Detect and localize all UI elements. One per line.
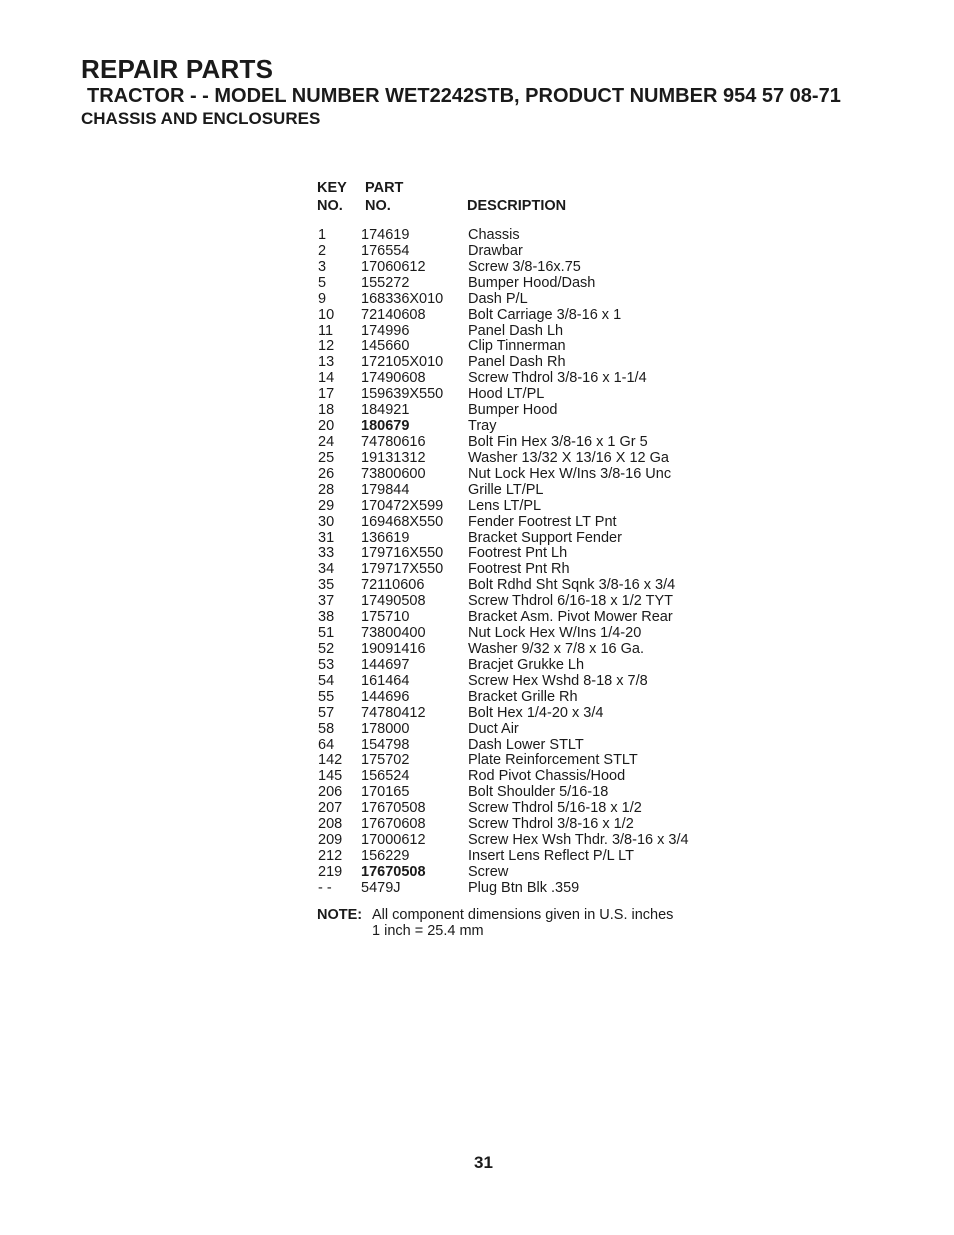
part-no: 74780616 xyxy=(361,433,426,450)
page-title: REPAIR PARTS xyxy=(81,54,274,84)
part-no: 155272 xyxy=(361,274,410,291)
part-no: 17670508 xyxy=(361,863,426,880)
part-no: 161464 xyxy=(361,672,410,689)
part-no: 17490508 xyxy=(361,593,426,610)
key-no: 30 xyxy=(318,513,335,530)
part-description: Tray xyxy=(468,418,497,435)
part-description: Screw Thdrol 3/8-16 x 1-1/4 xyxy=(468,370,647,387)
key-no: 3 xyxy=(318,258,327,275)
key-no: 24 xyxy=(318,433,335,450)
key-no: 14 xyxy=(318,370,335,387)
part-description: Screw Hex Wshd 8-18 x 7/8 xyxy=(468,672,648,689)
header-part-line2: NO. xyxy=(365,198,391,214)
note-label: NOTE: xyxy=(317,907,363,923)
part-description: Drawbar xyxy=(468,242,523,259)
part-no: 19131312 xyxy=(361,449,426,466)
part-description: Bolt Rdhd Sht Sqnk 3/8-16 x 3/4 xyxy=(468,577,676,594)
key-no: 12 xyxy=(318,338,335,355)
key-no: 34 xyxy=(318,561,335,578)
part-no: 72110606 xyxy=(361,577,425,594)
part-description: Bracket Support Fender xyxy=(468,529,622,546)
key-no: 2 xyxy=(318,242,327,259)
key-no: 11 xyxy=(318,322,334,339)
part-description: Fender Footrest LT Pnt xyxy=(468,513,617,530)
part-no: 144696 xyxy=(361,688,410,705)
part-no: 184921 xyxy=(361,402,410,419)
key-no: 212 xyxy=(318,847,343,864)
key-no: 13 xyxy=(318,354,335,371)
part-description: Screw Thdrol 6/16-18 x 1/2 TYT xyxy=(468,593,673,610)
note-line2: 1 inch = 25.4 mm xyxy=(372,923,484,939)
part-no: 17670508 xyxy=(361,800,426,817)
key-no: 142 xyxy=(318,752,343,769)
header-key-line1: KEY xyxy=(317,180,347,196)
part-description: Plug Btn Blk .359 xyxy=(468,879,580,896)
part-description: Bracjet Grukke Lh xyxy=(468,656,585,673)
part-no: 179844 xyxy=(361,481,410,498)
key-no: 5 xyxy=(318,274,327,291)
part-no: 136619 xyxy=(361,529,410,546)
key-no: 206 xyxy=(318,784,343,801)
part-description: Bolt Fin Hex 3/8-16 x 1 Gr 5 xyxy=(468,433,648,450)
header-part-line1: PART xyxy=(365,180,404,196)
part-no: 178000 xyxy=(361,720,410,737)
key-no: 25 xyxy=(318,449,335,466)
part-no: 72140608 xyxy=(361,306,426,323)
key-no: 20 xyxy=(318,418,335,435)
key-no: 53 xyxy=(318,656,335,673)
key-no: 28 xyxy=(318,481,335,498)
part-no: 174996 xyxy=(361,322,410,339)
part-description: Panel Dash Rh xyxy=(468,354,566,371)
part-description: Duct Air xyxy=(468,720,519,737)
key-no: 219 xyxy=(318,863,343,880)
key-no: 31 xyxy=(318,529,335,546)
key-no: 209 xyxy=(318,832,343,849)
page-number: 31 xyxy=(474,1153,493,1172)
part-no: 154798 xyxy=(361,736,410,753)
part-no: 159639X550 xyxy=(361,386,444,403)
part-description: Hood LT/PL xyxy=(468,386,545,403)
part-description: Bolt Carriage 3/8-16 x 1 xyxy=(468,306,622,323)
key-no: 1 xyxy=(318,227,327,243)
part-description: Dash Lower STLT xyxy=(468,736,584,753)
part-no: 156229 xyxy=(361,847,410,864)
key-no: 29 xyxy=(318,497,335,514)
part-no: 174619 xyxy=(361,227,410,243)
key-no: 54 xyxy=(318,672,335,689)
key-no: 18 xyxy=(318,402,335,419)
part-description: Insert Lens Reflect P/L LT xyxy=(468,847,635,864)
key-no: 52 xyxy=(318,640,335,657)
part-description: Screw xyxy=(468,863,509,880)
part-description: Bolt Hex 1/4-20 x 3/4 xyxy=(468,704,604,721)
part-description: Bumper Hood xyxy=(468,402,558,419)
part-description: Nut Lock Hex W/Ins 3/8-16 Unc xyxy=(468,465,672,482)
part-description: Washer 13/32 X 13/16 X 12 Ga xyxy=(468,449,669,466)
part-description: Bracket Asm. Pivot Mower Rear xyxy=(468,609,673,626)
part-description: Footrest Pnt Rh xyxy=(468,561,570,578)
key-no: - - xyxy=(318,879,332,896)
key-no: 208 xyxy=(318,816,343,833)
part-description: Clip Tinnerman xyxy=(468,338,566,355)
part-no: 170472X599 xyxy=(361,497,444,514)
part-description: Washer 9/32 x 7/8 x 16 Ga. xyxy=(468,640,644,657)
part-no: 144697 xyxy=(361,656,410,673)
key-no: 38 xyxy=(318,609,335,626)
part-no: 5479J xyxy=(361,879,401,896)
section-title: CHASSIS AND ENCLOSURES xyxy=(81,109,321,128)
key-no: 64 xyxy=(318,736,335,753)
part-description: Footrest Pnt Lh xyxy=(468,545,568,562)
part-description: Plate Reinforcement STLT xyxy=(468,752,638,769)
part-description: Grille LT/PL xyxy=(468,481,544,498)
part-description: Screw Thdrol 3/8-16 x 1/2 xyxy=(468,816,634,833)
key-no: 37 xyxy=(318,593,335,610)
part-no: 168336X010 xyxy=(361,290,444,307)
part-no: 176554 xyxy=(361,242,410,259)
part-no: 170165 xyxy=(361,784,410,801)
header-description: DESCRIPTION xyxy=(467,198,567,214)
note-line1: All component dimensions given in U.S. inches xyxy=(372,907,674,923)
key-no: 207 xyxy=(318,800,343,817)
part-no: 17670608 xyxy=(361,816,426,833)
part-no: 179716X550 xyxy=(361,545,444,562)
part-description: Bumper Hood/Dash xyxy=(468,274,596,291)
key-no: 145 xyxy=(318,768,343,785)
part-no: 19091416 xyxy=(361,640,426,657)
part-no: 17490608 xyxy=(361,370,426,387)
part-description: Screw Thdrol 5/16-18 x 1/2 xyxy=(468,800,642,817)
part-no: 180679 xyxy=(361,418,410,435)
part-no: 73800400 xyxy=(361,625,426,642)
part-no: 73800600 xyxy=(361,465,426,482)
header-key-line2: NO. xyxy=(317,198,343,214)
key-no: 9 xyxy=(318,290,327,307)
part-description: Bracket Grille Rh xyxy=(468,688,578,705)
key-no: 10 xyxy=(318,306,335,323)
part-description: Lens LT/PL xyxy=(468,497,542,514)
key-no: 17 xyxy=(318,386,335,403)
part-no: 74780412 xyxy=(361,704,426,721)
part-description: Chassis xyxy=(468,227,520,243)
part-no: 175710 xyxy=(361,609,410,626)
part-no: 169468X550 xyxy=(361,513,444,530)
part-description: Rod Pivot Chassis/Hood xyxy=(468,768,626,785)
part-description: Dash P/L xyxy=(468,290,528,307)
part-description: Screw Hex Wsh Thdr. 3/8-16 x 3/4 xyxy=(468,832,689,849)
key-no: 58 xyxy=(318,720,335,737)
part-description: Bolt Shoulder 5/16-18 xyxy=(468,784,609,801)
part-no: 17060612 xyxy=(361,258,426,275)
part-description: Screw 3/8-16x.75 xyxy=(468,258,581,275)
key-no: 55 xyxy=(318,688,335,705)
part-no: 179717X550 xyxy=(361,561,444,578)
part-no: 175702 xyxy=(361,752,410,769)
key-no: 35 xyxy=(318,577,335,594)
model-subtitle: TRACTOR - - MODEL NUMBER WET2242STB, PRODUCT NUMBER 954 57 08-71 xyxy=(87,85,841,107)
part-description: Nut Lock Hex W/Ins 1/4-20 xyxy=(468,625,642,642)
part-no: 156524 xyxy=(361,768,410,785)
part-no: 145660 xyxy=(361,338,410,355)
part-no: 172105X010 xyxy=(361,354,444,371)
key-no: 51 xyxy=(318,625,335,642)
part-description: Panel Dash Lh xyxy=(468,322,564,339)
key-no: 57 xyxy=(318,704,335,721)
part-no: 17000612 xyxy=(361,832,426,849)
key-no: 26 xyxy=(318,465,335,482)
key-no: 33 xyxy=(318,545,335,562)
